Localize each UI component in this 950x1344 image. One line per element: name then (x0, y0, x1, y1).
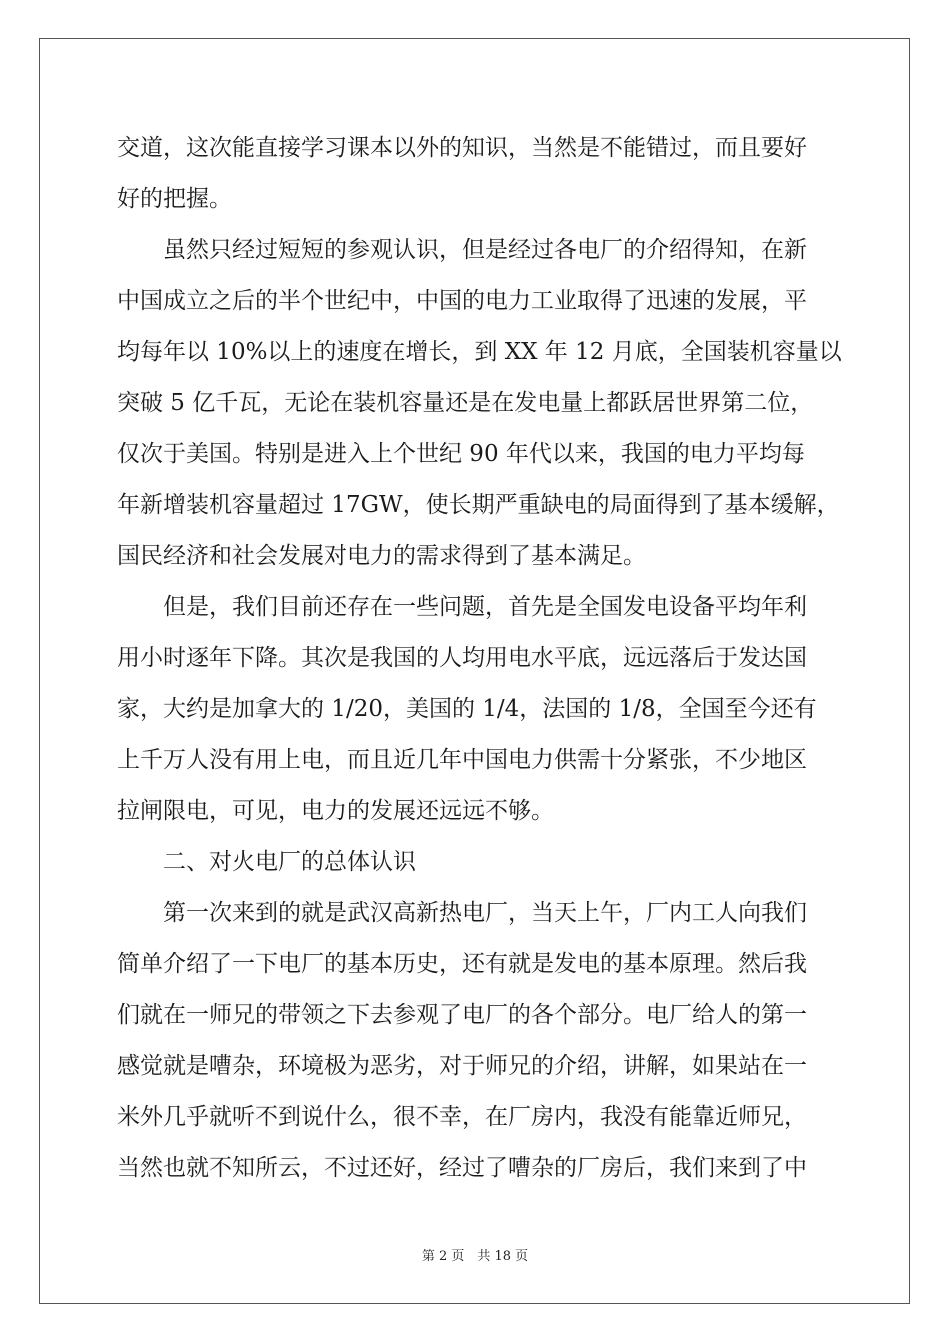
text-line: 当然也就不知所云，不过还好，经过了嘈杂的厂房后，我们来到了中 (117, 1155, 807, 1181)
text-line: 感觉就是嘈杂，环境极为恶劣，对于师兄的介绍，讲解，如果站在一 (117, 1053, 807, 1079)
text-line: 米外几乎就听不到说什么，很不幸，在厂房内，我没有能靠近师兄， (117, 1104, 807, 1130)
text-line: 用小时逐年下降。其次是我国的人均用电水平底，远远落后于发达国 (117, 645, 807, 671)
text-line: 仅次于美国。特别是进入上个世纪 90 年代以来，我国的电力平均每 (117, 441, 805, 467)
text-line: 国民经济和社会发展对电力的需求得到了基本满足。 (117, 543, 646, 569)
text-line: 但是，我们目前还存在一些问题，首先是全国发电设备平均年利 (163, 594, 807, 620)
text-line: 年新增装机容量超过 17GW，使长期严重缺电的局面得到了基本缓解， (117, 492, 840, 518)
text-line: 上千万人没有用上电，而且近几年中国电力供需十分紧张，不少地区 (117, 747, 807, 773)
text-line: 家，大约是加拿大的 1/20，美国的 1/4，法国的 1/8，全国至今还有 (117, 696, 817, 722)
text-line: 均每年以 10%以上的速度在增长，到 XX 年 12 月底，全国装机容量以 (117, 339, 842, 365)
text-line: 拉闸限电，可见，电力的发展还远远不够。 (117, 798, 554, 824)
text-line: 交道，这次能直接学习课本以外的知识，当然是不能错过，而且要好 (117, 135, 807, 161)
text-line: 第一次来到的就是武汉高新热电厂，当天上午，厂内工人向我们 (163, 900, 807, 926)
text-line: 虽然只经过短短的参观认识，但是经过各电厂的介绍得知，在新 (163, 237, 807, 263)
text-line: 中国成立之后的半个世纪中，中国的电力工业取得了迅速的发展，平 (117, 288, 807, 314)
text-line: 们就在一师兄的带领之下去参观了电厂的各个部分。电厂给人的第一 (117, 1002, 807, 1028)
text-line: 突破 5 亿千瓦，无论在装机容量还是在发电量上都跃居世界第二位， (117, 390, 814, 416)
page-number-footer: 第 2 页 共 18 页 (421, 1249, 529, 1264)
text-line: 简单介绍了一下电厂的基本历史，还有就是发电的基本原理。然后我 (117, 951, 807, 977)
section-heading: 二、对火电厂的总体认识 (163, 849, 416, 875)
text-line: 好的把握。 (117, 186, 232, 212)
